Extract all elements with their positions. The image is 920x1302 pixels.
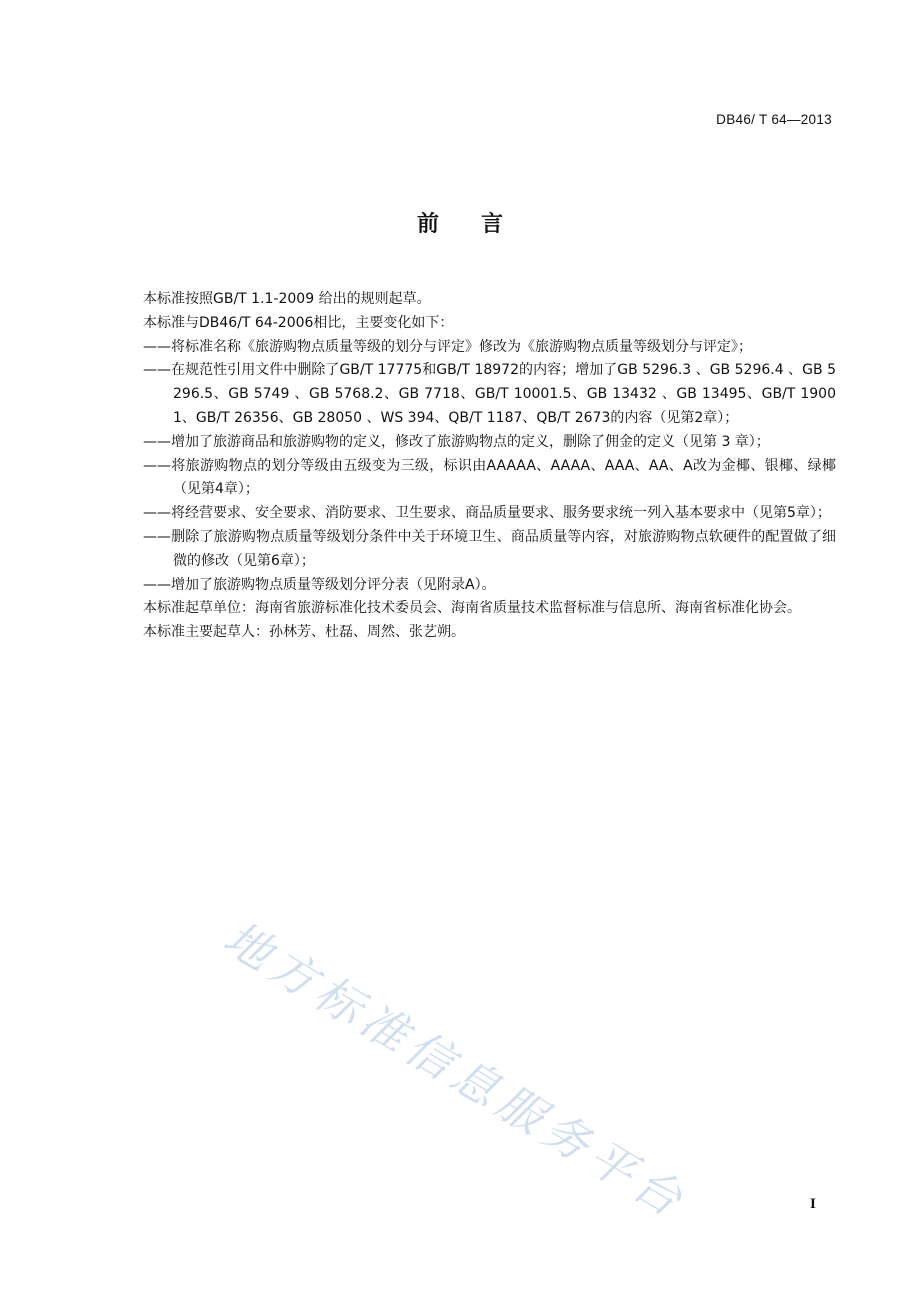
- watermark: 地方标准信息服务平台: [214, 910, 697, 1230]
- change-item: ——将旅游购物点的划分等级由五级变为三级，标识由AAAAA、AAAA、AAA、AA、A改为金椰、银椰、绿椰（见第4章）；: [143, 457, 836, 498]
- change-item: ——在规范性引用文件中删除了GB/T 17775和GB/T 18972的内容；增加了GB 5296.3 、GB 5296.4 、GB 5296.5、GB 5749 、GB 5768.2、GB 7718、GB/T 10001.5、GB 13432 、GB 13495、GB/T 19001、GB/T 26356、GB 28050 、WS 394、QB/T 1187、QB/T 2673的内容（见第2章）；: [143, 362, 836, 426]
- drafting-persons: 本标准主要起草人：孙林芳、杜磊、周然、张艺朔。: [143, 624, 465, 641]
- change-list: [143, 336, 836, 598]
- change-item: ——将经营要求、安全要求、消防要求、卫生要求、商品质量要求、服务要求统一列入基本要求中（见第5章）；: [143, 505, 831, 522]
- page-title: 前言: [416, 212, 545, 237]
- foreword-body: [143, 288, 836, 645]
- change-item: ——删除了旅游购物点质量等级划分条件中关于环境卫生、商品质量等内容，对旅游购物点软硬件的配置做了细微的修改（见第6章）；: [143, 528, 836, 569]
- intro-paragraph: 本标准与DB46/T 64-2006相比，主要变化如下：: [143, 314, 454, 331]
- drafting-units: 本标准起草单位：海南省旅游标准化技术委员会、海南省质量技术监督标准与信息所、海南省标准化协会。: [143, 600, 801, 617]
- change-item: ——增加了旅游商品和旅游购物的定义，修改了旅游购物点的定义，删除了佣金的定义（见第 3 章）；: [143, 433, 770, 450]
- change-item: ——增加了旅游购物点质量等级划分评分表（见附录A）。: [143, 576, 496, 593]
- page-number: I: [810, 1196, 816, 1212]
- standard-code: DB46/ T 64—2013: [716, 112, 832, 127]
- change-item: ——将标准名称《旅游购物点质量等级的划分与评定》修改为《旅游购物点质量等级划分与评定》；: [143, 338, 752, 355]
- intro-paragraph: 本标准按照GB/T 1.1-2009 给出的规则起草。: [143, 291, 431, 307]
